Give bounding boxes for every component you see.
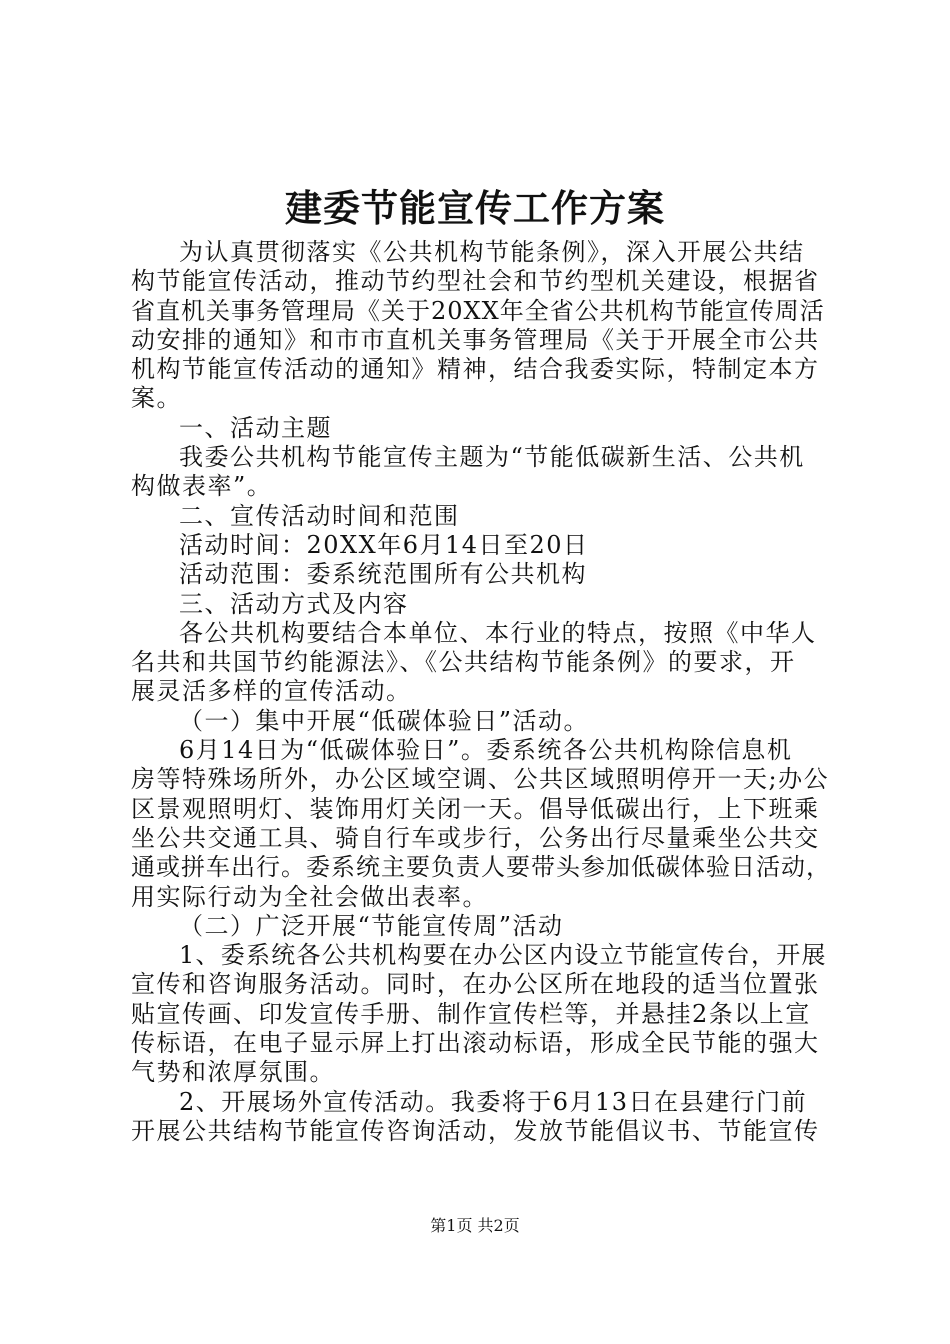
- text-line: 活动时间：20XX年6月14日至20日: [179, 530, 589, 559]
- text-line: 气势和浓厚氛围。: [131, 1058, 335, 1087]
- text-line: 各公共机构要结合本单位、本行业的特点，按照《中华人: [179, 618, 817, 647]
- text-line: 动安排的通知》和市市直机关事务管理局《关于开展全市公共: [131, 325, 820, 354]
- text-line: 三、活动方式及内容: [179, 589, 409, 618]
- text-line: 区景观照明灯、装饰用灯关闭一天。倡导低碳出行，上下班乘: [131, 794, 820, 823]
- text-line: 名共和共国节约能源法》、《公共结构节能条例》的要求，开: [131, 648, 796, 677]
- text-line: 房等特殊场所外，办公区域空调、公共区域照明停开一天;办公: [131, 765, 830, 794]
- text-line: 我委公共机构节能宣传主题为“节能低碳新生活、公共机: [179, 443, 805, 472]
- text-line: 贴宣传画、印发宣传手册、制作宣传栏等，并悬挂2条以上宣: [131, 999, 811, 1028]
- text-line: 二、宣传活动时间和范围: [179, 501, 460, 530]
- page-footer: 第1页 共2页: [430, 1216, 520, 1235]
- text-line: 展灵活多样的宣传活动。: [131, 677, 412, 706]
- text-line: 案。: [131, 384, 182, 413]
- text-line: 6月14日为“低碳体验日”。委系统各公共机构除信息机: [179, 736, 793, 765]
- text-line: 通或拼车出行。委系统主要负责人要带头参加低碳体验日活动，: [131, 853, 831, 882]
- text-line: 用实际行动为全社会做出表率。: [131, 882, 488, 911]
- text-line: 宣传和咨询服务活动。同时，在办公区所在地段的适当位置张: [131, 970, 820, 999]
- text-line: 为认真贯彻落实《公共机构节能条例》，深入开展公共结: [179, 238, 805, 266]
- text-line: （一）集中开展“低碳体验日”活动。: [179, 706, 590, 735]
- document-title: 建委节能宣传工作方案: [285, 186, 665, 230]
- text-line: 省直机关事务管理局《关于20XX年全省公共机构节能宣传周活: [131, 296, 825, 325]
- text-line: 开展公共结构节能宣传咨询活动，发放节能倡议书、节能宣传: [131, 1116, 820, 1145]
- text-line: 1、委系统各公共机构要在办公区内设立节能宣传台，开展: [179, 941, 827, 970]
- text-line: 坐公共交通工具、骑自行车或步行，公务出行尽量乘坐公共交: [131, 823, 820, 852]
- text-line: （二）广泛开展“节能宣传周”活动: [179, 911, 564, 940]
- text-line: 构节能宣传活动，推动节约型社会和节约型机关建设，根据省: [131, 267, 820, 296]
- document-body: [131, 238, 831, 1146]
- text-line: 2、开展场外宣传活动。我委将于6月13日在县建行门前: [179, 1087, 808, 1116]
- text-line: 活动范围：委系统范围所有公共机构: [179, 560, 587, 589]
- text-line: 一、活动主题: [179, 413, 332, 442]
- text-line: 传标语，在电子显示屏上打出滚动标语，形成全民节能的强大: [131, 1029, 820, 1058]
- text-line: 构做表率”。: [131, 472, 273, 501]
- text-line: 机构节能宣传活动的通知》精神，结合我委实际，特制定本方: [131, 355, 820, 384]
